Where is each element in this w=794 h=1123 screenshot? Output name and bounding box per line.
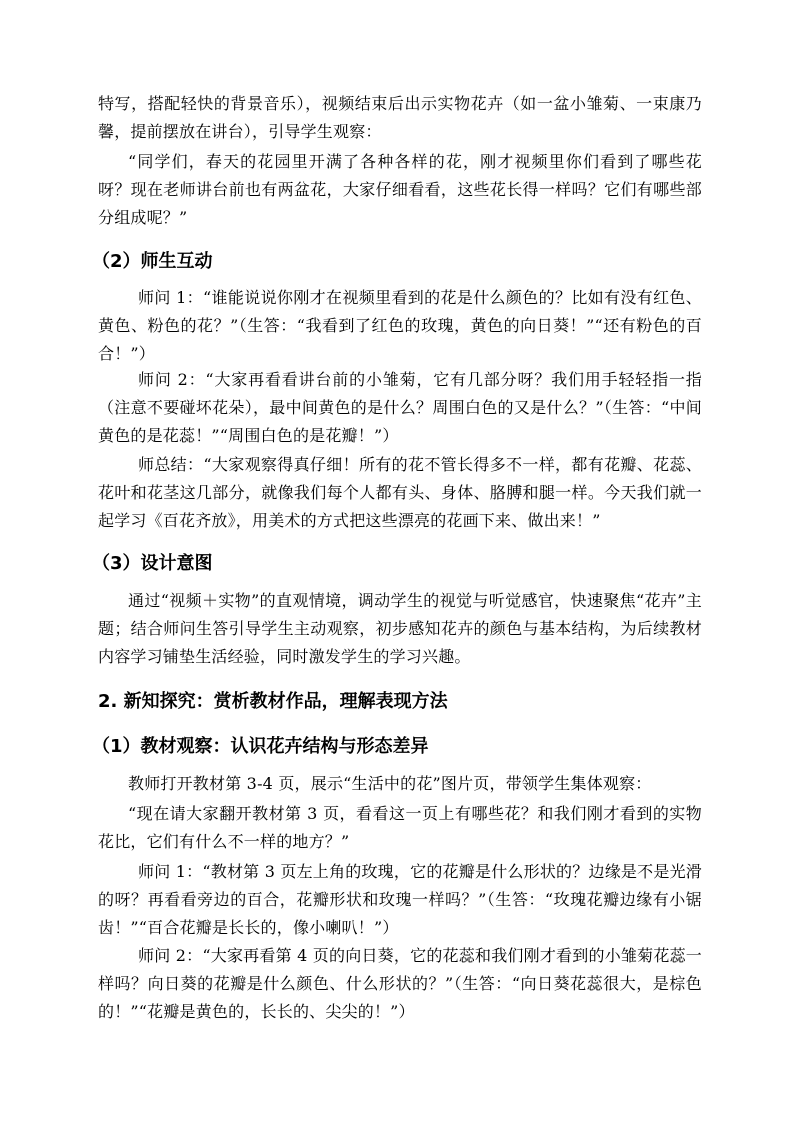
- heading-design-intent: （3）设计意图: [92, 553, 213, 574]
- heading-textbook-observation: （1）教材观察：认识花卉结构与形态差异: [92, 736, 429, 757]
- heading-interaction: （2）师生互动: [92, 251, 213, 272]
- paragraph-textbook-question-2: 师问 2：“大家再看第 4 页的向日葵，它的花蕊和我们刚才看到的小雏菊花蕊一样吗？向日葵的花瓣是什么颜色、什么形状的？”（生答：“向日葵花蕊很大，是棕色的！”“花瓣是黄色的，长长的、尖尖的！”）: [98, 946, 702, 1021]
- heading-section-2: 2. 新知探究：赏析教材作品，理解表现方法: [98, 691, 448, 712]
- paragraph-video-intro: 特写，搭配轻快的背景音乐），视频结束后出示实物花卉（如一盆小雏菊、一束康乃馨，提前摆放在讲台），引导学生观察：: [98, 94, 702, 141]
- paragraph-textbook-question-1: 师问 1：“教材第 3 页左上角的玫瑰，它的花瓣是什么形状的？边缘是不是光滑的呀？再看看旁边的百合，花瓣形状和玫瑰一样吗？”（生答：“玫瑰花瓣边缘有小锯齿！”“百合花瓣是长长的，像小喇叭！”）: [98, 862, 702, 937]
- paragraph-design-intent: 通过“视频＋实物”的直观情境，调动学生的视觉与听觉感官，快速聚焦“花卉”主题；结合师问生答引导学生主动观察，初步感知花卉的颜色与基本结构，为后续教材内容学习铺垫生活经验，同时激发学生的学习兴趣。: [98, 591, 702, 666]
- paragraph-textbook-prompt: “现在请大家翻开教材第 3 页，看看这一页上有哪些花？和我们刚才看到的实物花比，它们有什么不一样的地方？”: [98, 804, 702, 851]
- paragraph-summary: 师总结：“大家观察得真仔细！所有的花不管长得多不一样，都有花瓣、花蕊、花叶和花茎这几部分，就像我们每个人都有头、身体、胳膊和腿一样。今天我们就一起学习《百花齐放》，用美术的方式把这些漂亮的花画下来、做出来！”: [98, 455, 702, 530]
- paragraph-teacher-question: “同学们，春天的花园里开满了各种各样的花，刚才视频里你们看到了哪些花呀？现在老师讲台前也有两盆花，大家仔细看看，这些花长得一样吗？它们有哪些部分组成呢？”: [98, 152, 702, 227]
- paragraph-open-textbook: 教师打开教材第 3-4 页，展示“生活中的花”图片页，带领学生集体观察：: [128, 774, 652, 793]
- paragraph-question-1: 师问 1：“谁能说说你刚才在视频里看到的花是什么颜色的？比如有没有红色、黄色、粉色的花？”（生答：“我看到了红色的玫瑰，黄色的向日葵！”“还有粉色的百合！”）: [98, 288, 702, 363]
- paragraph-question-2: 师问 2：“大家再看看讲台前的小雏菊，它有几部分呀？我们用手轻轻指一指（注意不要碰坏花朵），最中间黄色的是什么？周围白色的又是什么？”（生答：“中间黄色的是花蕊！”“周围白色的是花瓣！”）: [98, 370, 702, 445]
